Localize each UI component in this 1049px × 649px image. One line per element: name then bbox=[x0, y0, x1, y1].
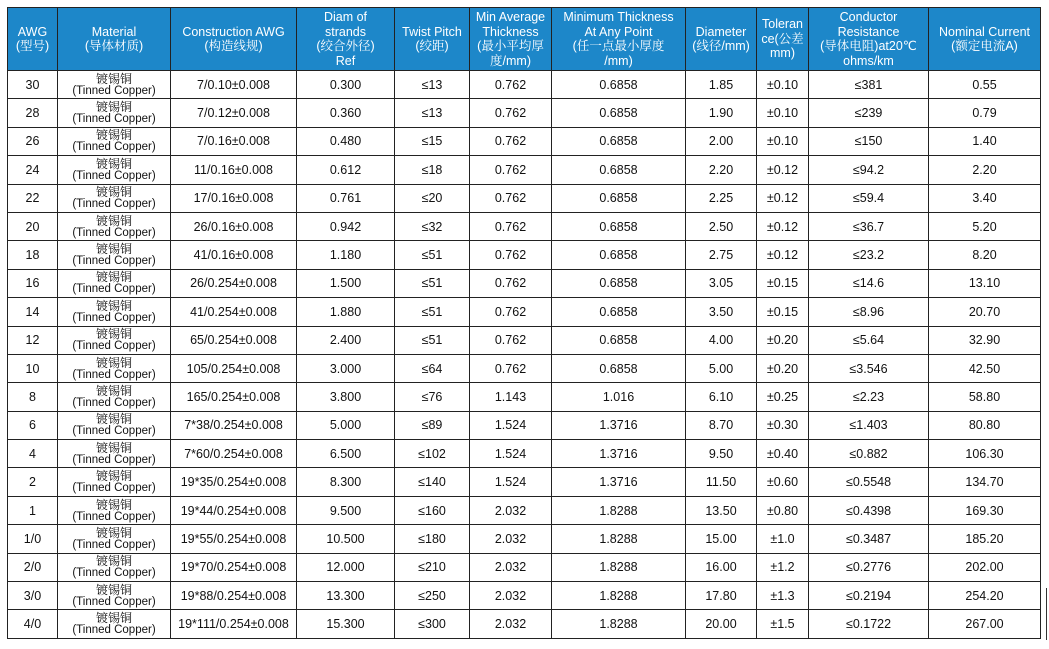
min-avg-thickness-cell: 0.762 bbox=[470, 326, 552, 354]
material-cn: 镀锡铜 bbox=[95, 156, 132, 171]
twist-pitch-cell: ≤51 bbox=[395, 241, 470, 269]
min-avg-thickness-cell: 0.762 bbox=[470, 354, 552, 382]
current-cell: 3.40 bbox=[929, 184, 1041, 212]
current-cell: 58.80 bbox=[929, 383, 1041, 411]
diameter-cell: 17.80 bbox=[686, 582, 757, 610]
current-cell: 134.70 bbox=[929, 468, 1041, 496]
tolerance-cell: ±0.40 bbox=[757, 440, 809, 468]
tolerance-cell: ±0.15 bbox=[757, 269, 809, 297]
tolerance-cell: ±0.12 bbox=[757, 241, 809, 269]
min-avg-thickness-cell: 0.762 bbox=[470, 99, 552, 127]
resistance-cell: ≤59.4 bbox=[809, 184, 929, 212]
header-min-avg-thickness: Min Average Thickness (最小平均厚 度/mm) bbox=[470, 8, 552, 71]
tolerance-cell: ±0.10 bbox=[757, 71, 809, 99]
material-cell bbox=[58, 496, 171, 524]
diameter-cell: 20.00 bbox=[686, 610, 757, 638]
min-point-thickness-cell: 0.6858 bbox=[552, 241, 686, 269]
awg-cell: 3/0 bbox=[8, 582, 58, 610]
header-resistance: Conductor Resistance (导体电阻)at20℃ ohms/km bbox=[809, 8, 929, 71]
strand-diam-cell: 12.000 bbox=[297, 553, 395, 581]
material-cell bbox=[58, 298, 171, 326]
header-row bbox=[8, 8, 1041, 71]
material-cell bbox=[58, 156, 171, 184]
resistance-cell: ≤3.546 bbox=[809, 354, 929, 382]
current-cell: 202.00 bbox=[929, 553, 1041, 581]
twist-pitch-cell: ≤51 bbox=[395, 298, 470, 326]
material-cn: 镀锡铜 bbox=[95, 497, 132, 512]
material-cn: 镀锡铜 bbox=[95, 71, 132, 86]
awg-cell: 18 bbox=[8, 241, 58, 269]
strand-diam-cell: 2.400 bbox=[297, 326, 395, 354]
material-en: (Tinned Copper) bbox=[72, 425, 156, 438]
diameter-cell: 2.25 bbox=[686, 184, 757, 212]
diameter-cell: 9.50 bbox=[686, 440, 757, 468]
material-cell bbox=[58, 212, 171, 240]
awg-cell: 30 bbox=[8, 71, 58, 99]
current-cell: 0.79 bbox=[929, 99, 1041, 127]
table-row bbox=[8, 383, 1041, 411]
twist-pitch-cell: ≤18 bbox=[395, 156, 470, 184]
construction-cell: 7/0.16±0.008 bbox=[171, 127, 297, 155]
diameter-cell: 1.85 bbox=[686, 71, 757, 99]
material-en: (Tinned Copper) bbox=[72, 113, 156, 126]
resistance-cell: ≤0.1722 bbox=[809, 610, 929, 638]
current-cell: 1.40 bbox=[929, 127, 1041, 155]
strand-diam-cell: 9.500 bbox=[297, 496, 395, 524]
material-cell bbox=[58, 184, 171, 212]
resistance-cell: ≤94.2 bbox=[809, 156, 929, 184]
material-cn: 镀锡铜 bbox=[95, 355, 132, 370]
material-cn: 镀锡铜 bbox=[95, 298, 132, 313]
table-row bbox=[8, 241, 1041, 269]
diameter-cell: 2.75 bbox=[686, 241, 757, 269]
current-cell: 20.70 bbox=[929, 298, 1041, 326]
min-avg-thickness-cell: 2.032 bbox=[470, 525, 552, 553]
min-point-thickness-cell: 0.6858 bbox=[552, 71, 686, 99]
awg-cell: 8 bbox=[8, 383, 58, 411]
resistance-cell: ≤0.3487 bbox=[809, 525, 929, 553]
current-cell: 42.50 bbox=[929, 354, 1041, 382]
material-en: (Tinned Copper) bbox=[72, 510, 156, 523]
table-row bbox=[8, 525, 1041, 553]
min-avg-thickness-cell: 0.762 bbox=[470, 127, 552, 155]
table-row bbox=[8, 411, 1041, 439]
current-cell: 5.20 bbox=[929, 212, 1041, 240]
material-en: (Tinned Copper) bbox=[72, 368, 156, 381]
awg-cell: 4 bbox=[8, 440, 58, 468]
min-avg-thickness-cell: 2.032 bbox=[470, 496, 552, 524]
awg-cell: 16 bbox=[8, 269, 58, 297]
resistance-cell: ≤0.5548 bbox=[809, 468, 929, 496]
twist-pitch-cell: ≤15 bbox=[395, 127, 470, 155]
awg-cell: 26 bbox=[8, 127, 58, 155]
table-row bbox=[8, 269, 1041, 297]
min-avg-thickness-cell: 0.762 bbox=[470, 241, 552, 269]
twist-pitch-cell: ≤300 bbox=[395, 610, 470, 638]
strand-diam-cell: 13.300 bbox=[297, 582, 395, 610]
tolerance-cell: ±0.12 bbox=[757, 156, 809, 184]
wire-spec-table bbox=[7, 7, 1041, 639]
tolerance-cell: ±0.30 bbox=[757, 411, 809, 439]
resistance-cell: ≤150 bbox=[809, 127, 929, 155]
material-cell bbox=[58, 582, 171, 610]
tolerance-cell: ±0.25 bbox=[757, 383, 809, 411]
construction-cell: 41/0.16±0.008 bbox=[171, 241, 297, 269]
awg-cell: 20 bbox=[8, 212, 58, 240]
material-cell bbox=[58, 269, 171, 297]
min-avg-thickness-cell: 1.524 bbox=[470, 468, 552, 496]
material-cell bbox=[58, 610, 171, 638]
table-row bbox=[8, 496, 1041, 524]
awg-cell: 24 bbox=[8, 156, 58, 184]
material-cell bbox=[58, 241, 171, 269]
tolerance-cell: ±1.5 bbox=[757, 610, 809, 638]
twist-pitch-cell: ≤76 bbox=[395, 383, 470, 411]
min-point-thickness-cell: 1.3716 bbox=[552, 411, 686, 439]
diameter-cell: 6.10 bbox=[686, 383, 757, 411]
current-cell: 2.20 bbox=[929, 156, 1041, 184]
twist-pitch-cell: ≤51 bbox=[395, 269, 470, 297]
diameter-cell: 15.00 bbox=[686, 525, 757, 553]
awg-cell: 14 bbox=[8, 298, 58, 326]
table-row bbox=[8, 298, 1041, 326]
min-point-thickness-cell: 0.6858 bbox=[552, 298, 686, 326]
awg-cell: 28 bbox=[8, 99, 58, 127]
tolerance-cell: ±0.15 bbox=[757, 298, 809, 326]
diameter-cell: 3.05 bbox=[686, 269, 757, 297]
material-en: (Tinned Copper) bbox=[72, 198, 156, 211]
current-cell: 106.30 bbox=[929, 440, 1041, 468]
construction-cell: 11/0.16±0.008 bbox=[171, 156, 297, 184]
construction-cell: 105/0.254±0.008 bbox=[171, 354, 297, 382]
min-point-thickness-cell: 0.6858 bbox=[552, 326, 686, 354]
tolerance-cell: ±0.20 bbox=[757, 354, 809, 382]
diameter-cell: 4.00 bbox=[686, 326, 757, 354]
material-en: (Tinned Copper) bbox=[72, 255, 156, 268]
material-cell bbox=[58, 127, 171, 155]
min-avg-thickness-cell: 0.762 bbox=[470, 156, 552, 184]
min-point-thickness-cell: 0.6858 bbox=[552, 127, 686, 155]
twist-pitch-cell: ≤160 bbox=[395, 496, 470, 524]
min-avg-thickness-cell: 2.032 bbox=[470, 553, 552, 581]
construction-cell: 7/0.12±0.008 bbox=[171, 99, 297, 127]
awg-cell: 2/0 bbox=[8, 553, 58, 581]
awg-cell: 1/0 bbox=[8, 525, 58, 553]
resistance-cell: ≤8.96 bbox=[809, 298, 929, 326]
material-cell bbox=[58, 553, 171, 581]
material-en: (Tinned Copper) bbox=[72, 169, 156, 182]
diameter-cell: 8.70 bbox=[686, 411, 757, 439]
table-row bbox=[8, 354, 1041, 382]
material-en: (Tinned Copper) bbox=[72, 84, 156, 97]
awg-cell: 6 bbox=[8, 411, 58, 439]
current-cell: 32.90 bbox=[929, 326, 1041, 354]
awg-cell: 4/0 bbox=[8, 610, 58, 638]
material-cell bbox=[58, 468, 171, 496]
header-awg: AWG (型号) bbox=[8, 8, 58, 71]
current-cell: 169.30 bbox=[929, 496, 1041, 524]
strand-diam-cell: 0.612 bbox=[297, 156, 395, 184]
material-en: (Tinned Copper) bbox=[72, 141, 156, 154]
tolerance-cell: ±0.12 bbox=[757, 184, 809, 212]
twist-pitch-cell: ≤250 bbox=[395, 582, 470, 610]
construction-cell: 19*44/0.254±0.008 bbox=[171, 496, 297, 524]
awg-cell: 12 bbox=[8, 326, 58, 354]
min-point-thickness-cell: 0.6858 bbox=[552, 184, 686, 212]
twist-pitch-cell: ≤180 bbox=[395, 525, 470, 553]
strand-diam-cell: 10.500 bbox=[297, 525, 395, 553]
min-point-thickness-cell: 0.6858 bbox=[552, 212, 686, 240]
material-cell bbox=[58, 411, 171, 439]
tolerance-cell: ±0.10 bbox=[757, 99, 809, 127]
strand-diam-cell: 0.360 bbox=[297, 99, 395, 127]
diameter-cell: 1.90 bbox=[686, 99, 757, 127]
table-row bbox=[8, 610, 1041, 638]
header-min-thickness-point: Minimum Thickness At Any Point (任一点最小厚度 /mm) bbox=[552, 8, 686, 71]
min-avg-thickness-cell: 1.524 bbox=[470, 411, 552, 439]
header-twist-pitch: Twist Pitch (绞距) bbox=[395, 8, 470, 71]
twist-pitch-cell: ≤20 bbox=[395, 184, 470, 212]
resistance-cell: ≤381 bbox=[809, 71, 929, 99]
strand-diam-cell: 0.300 bbox=[297, 71, 395, 99]
table-row bbox=[8, 71, 1041, 99]
resistance-cell: ≤36.7 bbox=[809, 212, 929, 240]
material-cn: 镀锡铜 bbox=[95, 185, 132, 200]
material-en: (Tinned Copper) bbox=[72, 567, 156, 580]
tolerance-cell: ±1.3 bbox=[757, 582, 809, 610]
min-avg-thickness-cell: 0.762 bbox=[470, 184, 552, 212]
material-cn: 镀锡铜 bbox=[95, 128, 132, 143]
min-point-thickness-cell: 1.8288 bbox=[552, 525, 686, 553]
material-en: (Tinned Copper) bbox=[72, 340, 156, 353]
min-point-thickness-cell: 0.6858 bbox=[552, 156, 686, 184]
table-body bbox=[8, 71, 1041, 639]
material-en: (Tinned Copper) bbox=[72, 453, 156, 466]
material-cn: 镀锡铜 bbox=[95, 412, 132, 427]
min-avg-thickness-cell: 2.032 bbox=[470, 610, 552, 638]
construction-cell: 26/0.254±0.008 bbox=[171, 269, 297, 297]
edge-divider bbox=[1046, 588, 1047, 640]
twist-pitch-cell: ≤13 bbox=[395, 71, 470, 99]
table-row bbox=[8, 184, 1041, 212]
resistance-cell: ≤5.64 bbox=[809, 326, 929, 354]
tolerance-cell: ±0.20 bbox=[757, 326, 809, 354]
strand-diam-cell: 3.000 bbox=[297, 354, 395, 382]
diameter-cell: 13.50 bbox=[686, 496, 757, 524]
current-cell: 0.55 bbox=[929, 71, 1041, 99]
material-en: (Tinned Copper) bbox=[72, 538, 156, 551]
material-en: (Tinned Copper) bbox=[72, 226, 156, 239]
construction-cell: 17/0.16±0.008 bbox=[171, 184, 297, 212]
material-cn: 镀锡铜 bbox=[95, 525, 132, 540]
min-avg-thickness-cell: 0.762 bbox=[470, 298, 552, 326]
strand-diam-cell: 5.000 bbox=[297, 411, 395, 439]
twist-pitch-cell: ≤210 bbox=[395, 553, 470, 581]
material-cell bbox=[58, 525, 171, 553]
header-tolerance: Toleran ce(公差 mm) bbox=[757, 8, 809, 71]
header-material: Material (导体材质) bbox=[58, 8, 171, 71]
twist-pitch-cell: ≤64 bbox=[395, 354, 470, 382]
table-row bbox=[8, 582, 1041, 610]
construction-cell: 26/0.16±0.008 bbox=[171, 212, 297, 240]
min-point-thickness-cell: 1.8288 bbox=[552, 496, 686, 524]
resistance-cell: ≤239 bbox=[809, 99, 929, 127]
twist-pitch-cell: ≤13 bbox=[395, 99, 470, 127]
twist-pitch-cell: ≤140 bbox=[395, 468, 470, 496]
diameter-cell: 5.00 bbox=[686, 354, 757, 382]
table-row bbox=[8, 212, 1041, 240]
tolerance-cell: ±0.10 bbox=[757, 127, 809, 155]
material-en: (Tinned Copper) bbox=[72, 595, 156, 608]
resistance-cell: ≤0.2776 bbox=[809, 553, 929, 581]
strand-diam-cell: 15.300 bbox=[297, 610, 395, 638]
min-point-thickness-cell: 1.8288 bbox=[552, 582, 686, 610]
current-cell: 13.10 bbox=[929, 269, 1041, 297]
material-cn: 镀锡铜 bbox=[95, 213, 132, 228]
resistance-cell: ≤23.2 bbox=[809, 241, 929, 269]
resistance-cell: ≤14.6 bbox=[809, 269, 929, 297]
construction-cell: 19*35/0.254±0.008 bbox=[171, 468, 297, 496]
construction-cell: 7*38/0.254±0.008 bbox=[171, 411, 297, 439]
awg-cell: 2 bbox=[8, 468, 58, 496]
material-en: (Tinned Copper) bbox=[72, 482, 156, 495]
material-cn: 镀锡铜 bbox=[95, 611, 132, 626]
tolerance-cell: ±0.60 bbox=[757, 468, 809, 496]
twist-pitch-cell: ≤89 bbox=[395, 411, 470, 439]
resistance-cell: ≤2.23 bbox=[809, 383, 929, 411]
strand-diam-cell: 8.300 bbox=[297, 468, 395, 496]
strand-diam-cell: 0.942 bbox=[297, 212, 395, 240]
awg-cell: 1 bbox=[8, 496, 58, 524]
material-en: (Tinned Copper) bbox=[72, 283, 156, 296]
current-cell: 80.80 bbox=[929, 411, 1041, 439]
material-cell bbox=[58, 326, 171, 354]
construction-cell: 7/0.10±0.008 bbox=[171, 71, 297, 99]
material-cn: 镀锡铜 bbox=[95, 440, 132, 455]
min-point-thickness-cell: 1.8288 bbox=[552, 553, 686, 581]
tolerance-cell: ±0.12 bbox=[757, 212, 809, 240]
min-avg-thickness-cell: 2.032 bbox=[470, 582, 552, 610]
min-point-thickness-cell: 0.6858 bbox=[552, 269, 686, 297]
resistance-cell: ≤0.882 bbox=[809, 440, 929, 468]
material-en: (Tinned Copper) bbox=[72, 311, 156, 324]
material-cell bbox=[58, 440, 171, 468]
table-row bbox=[8, 127, 1041, 155]
table-row bbox=[8, 553, 1041, 581]
awg-cell: 10 bbox=[8, 354, 58, 382]
construction-cell: 19*70/0.254±0.008 bbox=[171, 553, 297, 581]
tolerance-cell: ±1.0 bbox=[757, 525, 809, 553]
material-cn: 镀锡铜 bbox=[95, 100, 132, 115]
strand-diam-cell: 1.500 bbox=[297, 269, 395, 297]
material-cn: 镀锡铜 bbox=[95, 270, 132, 285]
table-row bbox=[8, 468, 1041, 496]
diameter-cell: 11.50 bbox=[686, 468, 757, 496]
strand-diam-cell: 1.180 bbox=[297, 241, 395, 269]
construction-cell: 19*111/0.254±0.008 bbox=[171, 610, 297, 638]
header-diam-strands: Diam of strands (绞合外径) Ref bbox=[297, 8, 395, 71]
resistance-cell: ≤1.403 bbox=[809, 411, 929, 439]
construction-cell: 65/0.254±0.008 bbox=[171, 326, 297, 354]
min-avg-thickness-cell: 0.762 bbox=[470, 269, 552, 297]
material-cell bbox=[58, 71, 171, 99]
diameter-cell: 2.00 bbox=[686, 127, 757, 155]
min-point-thickness-cell: 1.016 bbox=[552, 383, 686, 411]
min-point-thickness-cell: 1.3716 bbox=[552, 468, 686, 496]
current-cell: 185.20 bbox=[929, 525, 1041, 553]
material-cell bbox=[58, 354, 171, 382]
diameter-cell: 16.00 bbox=[686, 553, 757, 581]
header-construction: Construction AWG (构造线规) bbox=[171, 8, 297, 71]
material-cn: 镀锡铜 bbox=[95, 327, 132, 342]
construction-cell: 41/0.254±0.008 bbox=[171, 298, 297, 326]
table-row bbox=[8, 156, 1041, 184]
material-en: (Tinned Copper) bbox=[72, 396, 156, 409]
material-cn: 镀锡铜 bbox=[95, 469, 132, 484]
resistance-cell: ≤0.4398 bbox=[809, 496, 929, 524]
strand-diam-cell: 1.880 bbox=[297, 298, 395, 326]
current-cell: 8.20 bbox=[929, 241, 1041, 269]
table-row bbox=[8, 326, 1041, 354]
table-row bbox=[8, 440, 1041, 468]
construction-cell: 19*55/0.254±0.008 bbox=[171, 525, 297, 553]
min-point-thickness-cell: 1.3716 bbox=[552, 440, 686, 468]
current-cell: 254.20 bbox=[929, 582, 1041, 610]
min-point-thickness-cell: 1.8288 bbox=[552, 610, 686, 638]
min-point-thickness-cell: 0.6858 bbox=[552, 354, 686, 382]
strand-diam-cell: 0.480 bbox=[297, 127, 395, 155]
table-row bbox=[8, 99, 1041, 127]
twist-pitch-cell: ≤32 bbox=[395, 212, 470, 240]
strand-diam-cell: 0.761 bbox=[297, 184, 395, 212]
min-avg-thickness-cell: 1.524 bbox=[470, 440, 552, 468]
material-cn: 镀锡铜 bbox=[95, 554, 132, 569]
current-cell: 267.00 bbox=[929, 610, 1041, 638]
tolerance-cell: ±0.80 bbox=[757, 496, 809, 524]
material-cn: 镀锡铜 bbox=[95, 582, 132, 597]
min-avg-thickness-cell: 0.762 bbox=[470, 71, 552, 99]
construction-cell: 7*60/0.254±0.008 bbox=[171, 440, 297, 468]
min-avg-thickness-cell: 1.143 bbox=[470, 383, 552, 411]
header-diameter: Diameter (线径/mm) bbox=[686, 8, 757, 71]
twist-pitch-cell: ≤102 bbox=[395, 440, 470, 468]
material-en: (Tinned Copper) bbox=[72, 624, 156, 637]
resistance-cell: ≤0.2194 bbox=[809, 582, 929, 610]
material-cell bbox=[58, 99, 171, 127]
twist-pitch-cell: ≤51 bbox=[395, 326, 470, 354]
diameter-cell: 3.50 bbox=[686, 298, 757, 326]
material-cn: 镀锡铜 bbox=[95, 383, 132, 398]
diameter-cell: 2.50 bbox=[686, 212, 757, 240]
diameter-cell: 2.20 bbox=[686, 156, 757, 184]
material-cell bbox=[58, 383, 171, 411]
tolerance-cell: ±1.2 bbox=[757, 553, 809, 581]
min-point-thickness-cell: 0.6858 bbox=[552, 99, 686, 127]
construction-cell: 19*88/0.254±0.008 bbox=[171, 582, 297, 610]
min-avg-thickness-cell: 0.762 bbox=[470, 212, 552, 240]
strand-diam-cell: 6.500 bbox=[297, 440, 395, 468]
header-nominal-current: Nominal Current (额定电流A) bbox=[929, 8, 1041, 71]
construction-cell: 165/0.254±0.008 bbox=[171, 383, 297, 411]
strand-diam-cell: 3.800 bbox=[297, 383, 395, 411]
material-cn: 镀锡铜 bbox=[95, 242, 132, 257]
awg-cell: 22 bbox=[8, 184, 58, 212]
